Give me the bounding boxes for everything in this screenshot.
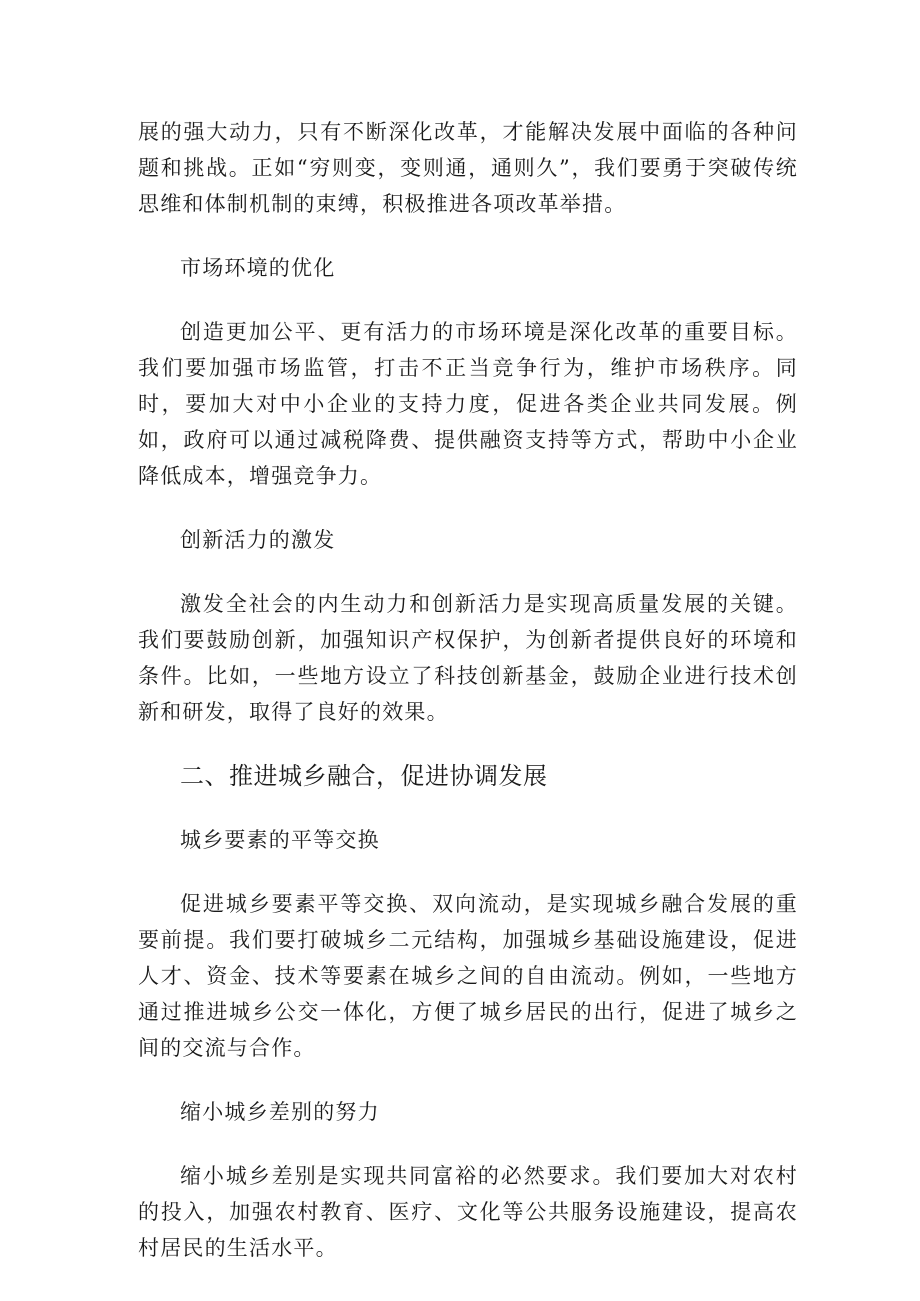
subheading-market-environment: 市场环境的优化 (180, 256, 336, 280)
paragraph-continuation: 展的强大动力，只有不断深化改革，才能解决发展中面临的各种问题和挑战。正如“穷则变，变则通，通则久”，我们要勇于突破传统思维和体制机制的束缚，积极推进各项改革举措。 (138, 120, 798, 216)
document-body (138, 114, 798, 1266)
subheading-innovation: 创新活力的激发 (180, 528, 336, 552)
section-heading-urban-rural: 二、推进城乡融合，促进协调发展 (180, 762, 548, 790)
subheading-factor-exchange: 城乡要素的平等交换 (180, 828, 380, 852)
subheading-narrowing-gap: 缩小城乡差别的努力 (180, 1100, 380, 1124)
paragraph-factor-exchange: 促进城乡要素平等交换、双向流动，是实现城乡融合发展的重要前提。我们要打破城乡二元结构，加强城乡基础设施建设，促进人才、资金、技术等要素在城乡之间的自由流动。例如，一些地方通过推进城乡公交一体化，方便了城乡居民的出行，促进了城乡之间的交流与合作。 (138, 892, 798, 1060)
paragraph-narrowing-gap: 缩小城乡差别是实现共同富裕的必然要求。我们要加大对农村的投入，加强农村教育、医疗、文化等公共服务设施建设，提高农村居民的生活水平。 (138, 1164, 798, 1260)
paragraph-market-environment: 创造更加公平、更有活力的市场环境是深化改革的重要目标。我们要加强市场监管，打击不正当竞争行为，维护市场秩序。同时，要加大对中小企业的支持力度，促进各类企业共同发展。例如，政府可以通过减税降费、提供融资支持等方式，帮助中小企业降低成本，增强竞争力。 (138, 320, 798, 488)
paragraph-innovation: 激发全社会的内生动力和创新活力是实现高质量发展的关键。我们要鼓励创新，加强知识产权保护，为创新者提供良好的环境和条件。比如，一些地方设立了科技创新基金，鼓励企业进行技术创新和研发，取得了良好的效果。 (138, 592, 798, 724)
